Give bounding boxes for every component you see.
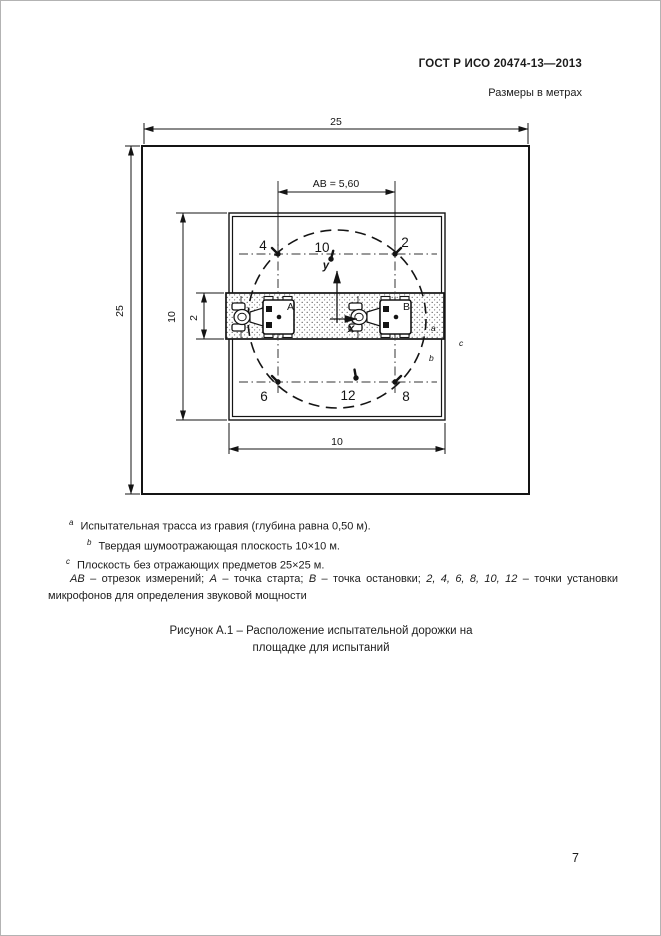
legend-nums: 2, 4, 6, 8, 10, 12 <box>426 573 518 585</box>
footnote-c-text: Плоскость без отражающих предметов 25×25 м. <box>77 559 325 572</box>
figure-legend <box>48 571 618 604</box>
machine-b-symbol <box>349 296 411 338</box>
figure-a1-diagram <box>101 106 561 506</box>
axis-y-label: y <box>322 260 330 272</box>
document-header: ГОСТ Р ИСО 20474-13—2013 <box>418 58 582 70</box>
mic-label-4: 4 <box>259 238 267 253</box>
mic-label-10: 10 <box>314 240 330 255</box>
footnote-b-mark: b <box>87 537 92 547</box>
mic-label-6: 6 <box>260 389 268 404</box>
microphone-12-icon <box>352 369 359 381</box>
figure-caption-line2: площадке для испытаний <box>252 642 390 654</box>
footnote-a-text: Испытательная трасса из гравия (глубина равна 0,50 м). <box>80 520 371 533</box>
dimension-outer-height <box>125 146 140 494</box>
legend-b: В <box>308 573 317 585</box>
footnote-b-text: Твердая шумоотражающая плоскость 10×10 м. <box>98 540 340 553</box>
footnotes-block <box>1 515 621 574</box>
legend-b-desc: – точка остановки; <box>316 573 427 585</box>
dimension-track-width <box>196 293 224 339</box>
dim-label-ab: АВ = 5,60 <box>312 178 360 190</box>
point-b-label: В <box>403 301 411 313</box>
dim-label-outer-width: 25 <box>330 116 342 128</box>
mic-label-12: 12 <box>340 388 356 403</box>
mic-label-2: 2 <box>401 235 409 250</box>
microphone-4-icon <box>270 246 282 258</box>
page-number: 7 <box>572 851 579 865</box>
dim-label-outer-height: 25 <box>114 305 126 317</box>
footnote-mark-b: b <box>429 353 434 363</box>
dim-label-inner-height: 10 <box>166 311 178 323</box>
machine-a-symbol <box>232 296 294 338</box>
legend-a: А <box>209 573 217 585</box>
dimension-inner-height <box>176 213 227 420</box>
footnote-c-mark: c <box>66 557 70 567</box>
dim-label-inner-width: 10 <box>331 436 343 448</box>
figure-caption-line1: Рисунок А.1 – Расположение испытательной дорожки на <box>169 625 473 637</box>
footnote-a-mark: a <box>69 518 74 527</box>
legend-a-desc: – точка старта; <box>216 573 309 585</box>
footnote-mark-c: c <box>459 338 464 348</box>
legend-ab-desc: – отрезок измерений; <box>84 573 210 585</box>
legend-nums-desc: – точки установки микрофонов для определения звуковой мощности <box>48 573 618 602</box>
footnote-mark-a: a <box>431 323 436 333</box>
footnote-b <box>87 535 621 555</box>
mic-label-8: 8 <box>402 389 410 404</box>
figure-caption <box>61 623 581 657</box>
axis-x-label: x <box>348 323 355 335</box>
footnote-a <box>69 515 621 535</box>
legend-ab: АВ <box>70 573 85 585</box>
units-note: Размеры в метрах <box>488 87 582 99</box>
point-a-label: А <box>287 301 295 313</box>
dim-label-track-width: 2 <box>188 315 200 321</box>
